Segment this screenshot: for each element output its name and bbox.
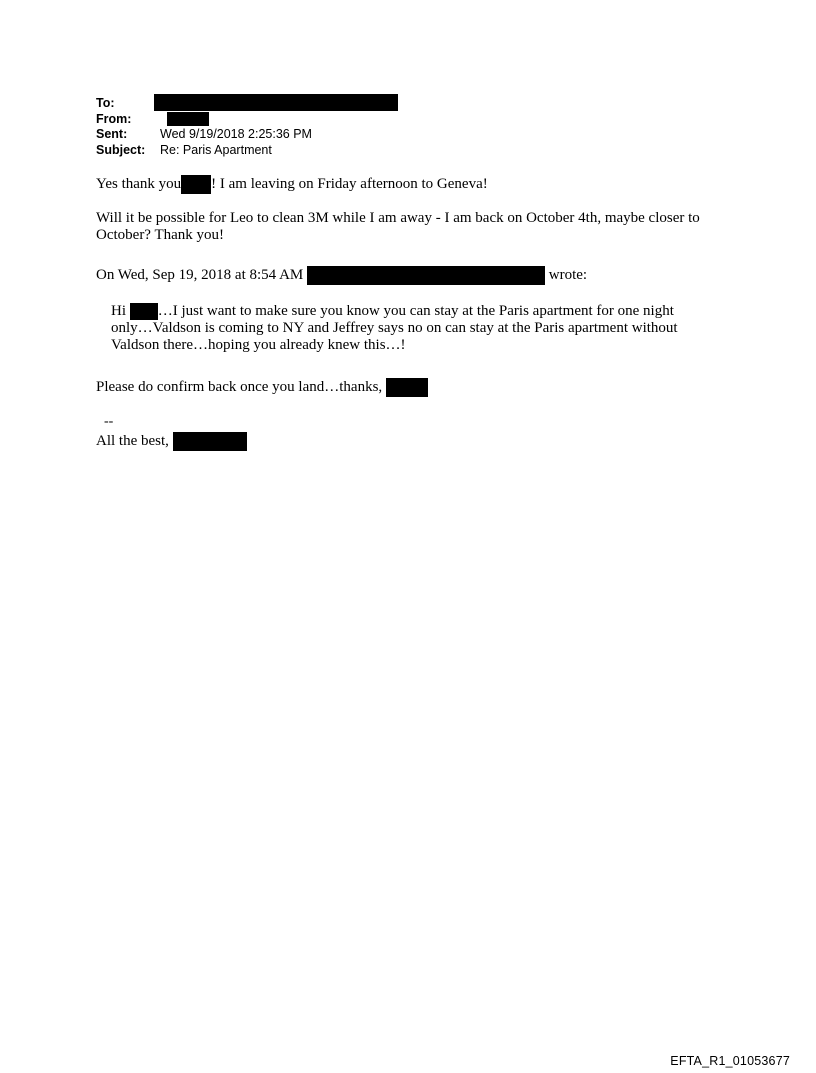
header-sent-label: Sent:	[96, 127, 128, 141]
quote-line-2: only…Valdson is coming to NY and Jeffrey says no on can stay at the Paris apartment without	[111, 320, 678, 337]
quote-line-1	[111, 303, 731, 320]
redaction-sender	[307, 266, 545, 285]
redaction-to	[154, 94, 398, 111]
redaction-name-2	[130, 303, 158, 320]
p3-text-after: wrote:	[548, 266, 588, 283]
header-subject-value: Re: Paris Apartment	[160, 142, 272, 157]
body-paragraph-2: Will it be possible for Leo to clean 3M while I am away - I am back on October 4th, maybe closer to October? Thank you!	[96, 210, 700, 243]
quote-line-3: Valdson there…hoping you already knew this…!	[111, 337, 406, 354]
body-paragraph-1	[96, 175, 736, 194]
p6-text: All the best,	[96, 432, 169, 449]
body-paragraph-6	[96, 432, 736, 451]
p1-text-after: ! I am leaving on Friday afternoon to Geneva!	[211, 175, 488, 192]
redaction-from	[167, 112, 209, 126]
redaction-signature	[173, 432, 247, 451]
header-from-label: From:	[96, 111, 132, 126]
quote-hi: Hi	[111, 303, 126, 319]
redaction-name-1	[181, 175, 211, 194]
p3-text-before: On Wed, Sep 19, 2018 at 8:54 AM	[96, 266, 304, 283]
body-paragraph-5	[96, 378, 736, 397]
p5-text: Please do confirm back once you land…thanks,	[96, 378, 383, 395]
header-sent-row	[96, 127, 776, 143]
document-id: EFTA_R1_01053677	[670, 1054, 790, 1068]
header-sent-value: Wed 9/19/2018 2:25:36 PM	[160, 127, 312, 141]
header-subject-row	[96, 143, 776, 159]
body-paragraph-3	[96, 266, 736, 285]
header-to-label: To:	[96, 96, 115, 110]
p1-text-before: Yes thank you	[96, 175, 182, 192]
quote-line-1-text: …I just want to make sure you know you can stay at the Paris apartment for one night	[157, 303, 674, 319]
header-subject-label: Subject:	[96, 142, 146, 157]
redaction-name-3	[386, 378, 428, 397]
quoted-message	[111, 303, 731, 354]
signature-separator: --	[104, 414, 114, 429]
